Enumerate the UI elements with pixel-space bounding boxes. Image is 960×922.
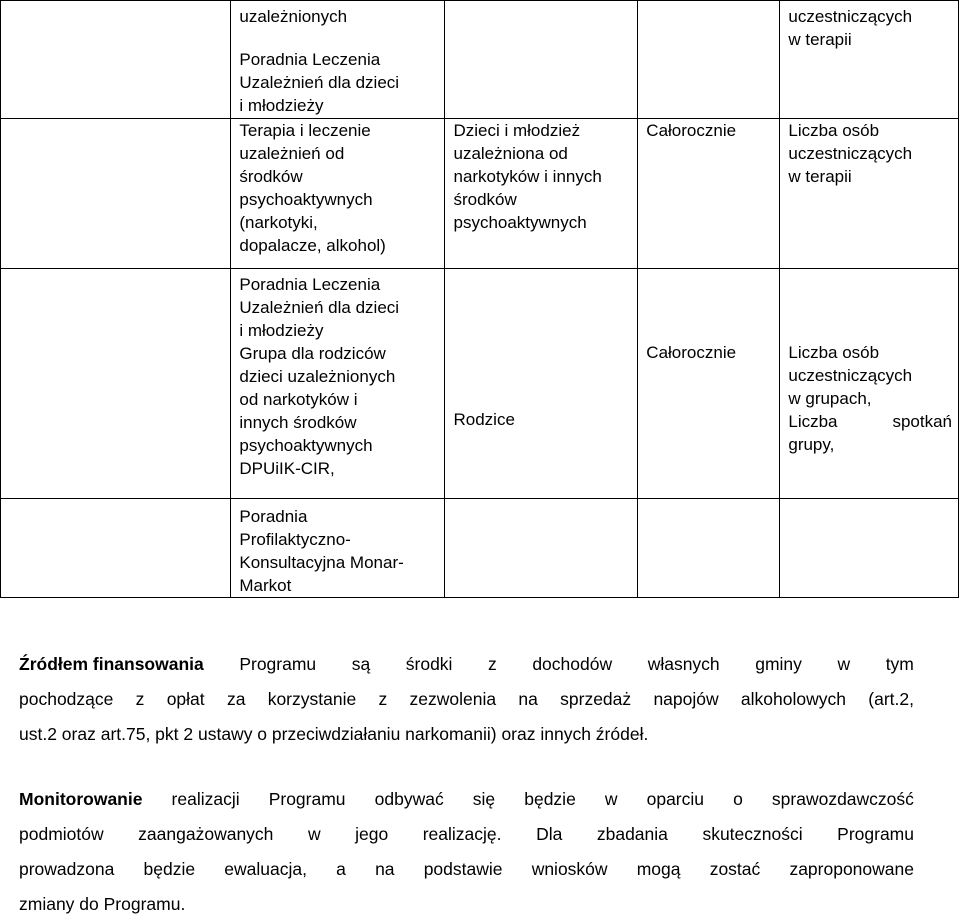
word: na: [518, 689, 538, 709]
word: podstawie: [423, 859, 503, 879]
table-cell-period: [638, 499, 780, 598]
target-text: Rodzice: [453, 410, 515, 429]
word: mogą: [636, 859, 681, 879]
table-cell-task: [231, 269, 445, 499]
word: sprzedaż: [560, 689, 632, 709]
cell-line: dopalacze, alkohol): [239, 236, 386, 255]
cell-line-justified: [788, 410, 952, 433]
table-cell-task: [231, 1, 445, 119]
word: dochodów: [532, 654, 613, 674]
funding-line-3: ust.2 oraz art.75, pkt 2 ustawy o przeciwdziałaniu narkomanii) oraz innych źródeł.: [19, 724, 649, 744]
cell-line: (narkotyki,: [239, 213, 318, 232]
word: zaproponowane: [789, 859, 914, 879]
word: oparciu: [646, 789, 705, 809]
table-row: [1, 1, 959, 119]
funding-paragraph: [19, 647, 914, 752]
word: za: [226, 689, 246, 709]
word: napojów: [653, 689, 719, 709]
word: zostać: [709, 859, 761, 879]
monitoring-paragraph: [19, 782, 914, 922]
word: środki: [405, 654, 453, 674]
table-row: [1, 499, 959, 598]
cell-line: grupy,: [788, 435, 835, 454]
word: w: [307, 824, 321, 844]
word: zbadania: [596, 824, 668, 844]
cell-line: uzależniona od: [453, 144, 568, 163]
word: zaangażowanych: [138, 824, 274, 844]
cell-line: dzieci uzależnionych: [239, 367, 396, 386]
monitoring-line-1: [19, 782, 914, 817]
word: odbywać: [374, 789, 444, 809]
cell-line: Konsultacyjna Monar-: [239, 553, 404, 572]
word: w: [604, 789, 618, 809]
table-cell-indicator: [780, 119, 959, 269]
word: prowadzona: [19, 859, 115, 879]
cell-line: w terapii: [788, 30, 852, 49]
word: z: [378, 689, 388, 709]
word: z: [135, 689, 145, 709]
word: Dla: [536, 824, 563, 844]
word: Programu: [239, 654, 317, 674]
word: korzystanie: [267, 689, 357, 709]
word: a: [336, 859, 346, 879]
word: pochodzące: [19, 689, 114, 709]
table-cell-blank: [1, 269, 231, 499]
cell-line: Terapia i leczenie: [239, 121, 371, 140]
table-cell-target: [445, 269, 638, 499]
table-cell-period: [638, 269, 780, 499]
table-cell-blank: [1, 119, 231, 269]
table-row: [1, 119, 959, 269]
cell-line: w terapii: [788, 167, 852, 186]
word: z: [488, 654, 497, 674]
cell-line: DPUiIK-CIR,: [239, 459, 335, 478]
table-cell-blank: [1, 1, 231, 119]
word: Programu: [268, 789, 346, 809]
cell-line: psychoaktywnych: [453, 213, 587, 232]
word: spotkań: [892, 412, 952, 431]
cell-line: i młodzieży: [239, 96, 324, 115]
table-cell-task: [231, 119, 445, 269]
cell-line: środków: [453, 190, 517, 209]
table-cell-indicator: [780, 1, 959, 119]
cell-line: środków: [239, 167, 303, 186]
monitoring-line-4: zmiany do Programu.: [19, 894, 186, 914]
cell-line: uczestniczących: [788, 366, 913, 385]
word: o: [733, 789, 743, 809]
word: jego: [355, 824, 389, 844]
cell-line: Poradnia Leczenia: [239, 275, 381, 294]
cell-line: Dzieci i młodzież: [453, 121, 581, 140]
cell-line: narkotyków i innych: [453, 167, 602, 186]
word: Programu: [837, 824, 914, 844]
cell-line: Poradnia: [239, 507, 308, 526]
monitoring-heading: Monitorowanie: [19, 789, 143, 809]
word: sprawozdawczość: [771, 789, 914, 809]
word: realizacji: [171, 789, 240, 809]
cell-line: Profilaktyczno-: [239, 530, 351, 549]
cell-line: uzależnionych: [239, 7, 348, 26]
word: się: [472, 789, 496, 809]
word: na: [375, 859, 395, 879]
cell-line: psychoaktywnych: [239, 190, 373, 209]
period-text: Całorocznie: [646, 343, 737, 362]
funding-line-2: [19, 682, 914, 717]
word: (art.2,: [868, 689, 914, 709]
cell-line: Poradnia Leczenia: [239, 50, 381, 69]
word: realizację.: [422, 824, 502, 844]
cell-line: uzależnień od: [239, 144, 345, 163]
table-cell-period: [638, 119, 780, 269]
word: podmiotów: [19, 824, 104, 844]
word: zezwolenia: [409, 689, 497, 709]
word: opłat: [166, 689, 205, 709]
word: będzie: [143, 859, 196, 879]
word: alkoholowych: [740, 689, 846, 709]
word: własnych: [647, 654, 720, 674]
word: są: [351, 654, 371, 674]
table-cell-blank: [1, 499, 231, 598]
funding-line-1: [19, 647, 914, 682]
table-cell-target: [445, 499, 638, 598]
cell-line: uczestniczących: [788, 7, 913, 26]
monitoring-line-2: [19, 817, 914, 852]
word: w: [837, 654, 851, 674]
funding-heading: Źródłem finansowania: [19, 654, 204, 674]
table-cell-period: [638, 1, 780, 119]
table-row: [1, 269, 959, 499]
cell-line: psychoaktywnych: [239, 436, 373, 455]
monitoring-line-3: [19, 852, 914, 887]
table-cell-task: [231, 499, 445, 598]
cell-line: Uzależnień dla dzieci: [239, 298, 400, 317]
period-text: Całorocznie: [646, 121, 737, 140]
cell-line: Uzależnień dla dzieci: [239, 73, 400, 92]
word: będzie: [524, 789, 576, 809]
table-cell-indicator: [780, 499, 959, 598]
table-cell-indicator: [780, 269, 959, 499]
cell-line: od narkotyków i: [239, 390, 358, 409]
cell-line: w grupach,: [788, 389, 872, 408]
cell-line: uczestniczących: [788, 144, 913, 163]
word: wniosków: [531, 859, 608, 879]
table-cell-target: [445, 1, 638, 119]
cell-line: Liczba osób: [788, 121, 880, 140]
word: Liczba: [788, 412, 838, 431]
word: tym: [885, 654, 914, 674]
cell-line: Liczba osób: [788, 343, 880, 362]
word: ewaluacja,: [224, 859, 307, 879]
word: gminy: [755, 654, 802, 674]
table-cell-target: [445, 119, 638, 269]
cell-line: innych środków: [239, 413, 357, 432]
cell-line: i młodzieży: [239, 321, 324, 340]
word: skuteczności: [702, 824, 803, 844]
cell-line: Grupa dla rodziców: [239, 344, 386, 363]
cell-line: Markot: [239, 576, 292, 595]
